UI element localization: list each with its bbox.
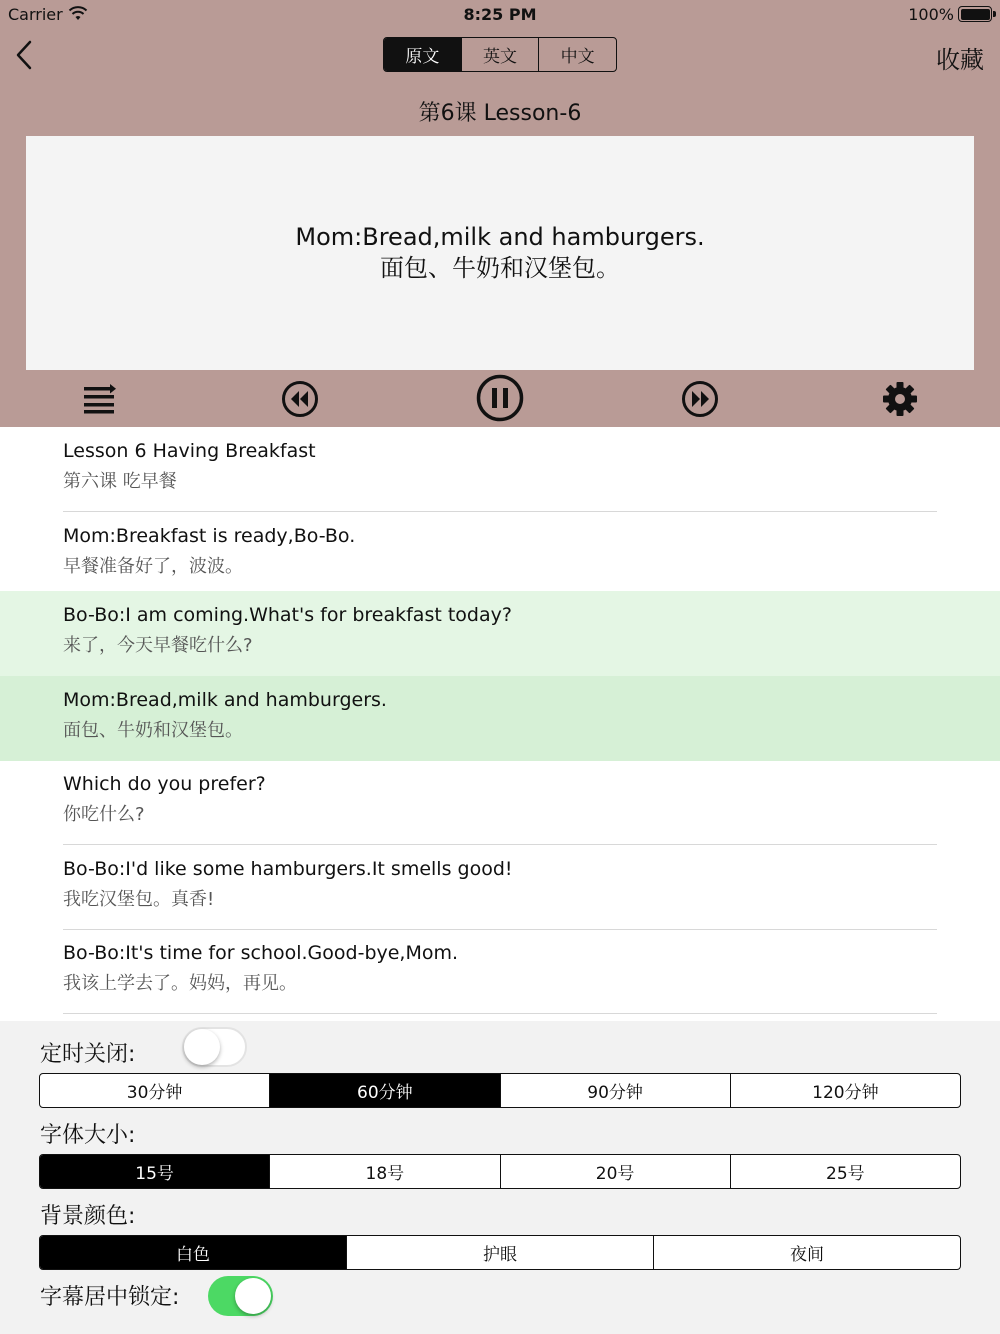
settings-panel — [0, 1021, 1000, 1334]
timer-option-30[interactable]: 30分钟 — [40, 1074, 270, 1107]
sentence-chinese: 你吃什么? — [63, 804, 145, 825]
timer-label: 定时关闭: — [40, 1042, 136, 1067]
list-item[interactable] — [0, 845, 1000, 930]
timer-option-60[interactable]: 60分钟 — [270, 1074, 500, 1107]
background-color-label: 背景颜色: — [40, 1204, 136, 1229]
sentence-chinese: 我该上学去了。妈妈，再见。 — [63, 973, 297, 994]
timer-option-120[interactable]: 120分钟 — [812, 1083, 879, 1103]
status-time: 8:25 PM — [463, 5, 537, 24]
battery-percent: 100% — [908, 5, 954, 24]
toggle-knob — [235, 1278, 271, 1314]
tab-original[interactable]: 原文 — [384, 38, 462, 71]
sentence-english: Mom:Bread,milk and hamburgers. — [63, 689, 387, 711]
list-item[interactable] — [0, 929, 1000, 1014]
sentence-chinese: 我吃汉堡包。真香! — [63, 889, 215, 910]
list-icon[interactable] — [82, 384, 118, 414]
subtitle-panel — [26, 136, 974, 370]
font-option-15[interactable]: 15号 — [40, 1155, 270, 1188]
bg-option-eye-care[interactable]: 护眼 — [347, 1236, 654, 1269]
timer-option-90[interactable]: 90分钟 — [501, 1074, 731, 1107]
fast-forward-icon[interactable] — [681, 380, 719, 418]
font-size-options — [39, 1154, 961, 1189]
subtitle-chinese: 面包、牛奶和汉堡包。 — [380, 254, 620, 282]
subtitle-english: Mom:Bread,milk and hamburgers. — [295, 223, 705, 251]
rewind-icon[interactable] — [281, 380, 319, 418]
favorite-button[interactable]: 收藏 — [936, 46, 984, 74]
background-color-options — [39, 1235, 961, 1270]
timer-toggle[interactable] — [182, 1027, 247, 1067]
subtitle-lock-toggle[interactable] — [208, 1276, 273, 1316]
sentence-chinese: 第六课 吃早餐 — [63, 471, 177, 492]
sentence-list — [0, 427, 1000, 1021]
font-option-18[interactable]: 18号 — [270, 1155, 500, 1188]
font-option-25[interactable]: 25号 — [826, 1164, 865, 1184]
bg-option-night[interactable]: 夜间 — [790, 1245, 824, 1265]
list-item[interactable] — [0, 591, 1000, 676]
sentence-english: Mom:Breakfast is ready,Bo-Bo. — [63, 525, 356, 547]
language-segmented-control — [383, 37, 617, 72]
playback-controls — [0, 370, 1000, 427]
sentence-english: Lesson 6 Having Breakfast — [63, 440, 316, 462]
battery-icon — [958, 6, 992, 22]
list-item-current[interactable] — [0, 676, 1000, 761]
sentence-english: Bo-Bo:I am coming.What's for breakfast today? — [63, 604, 512, 626]
sentence-chinese: 来了，今天早餐吃什么? — [63, 635, 253, 656]
font-option-20[interactable]: 20号 — [501, 1155, 731, 1188]
sentence-chinese: 早餐准备好了，波波。 — [63, 556, 243, 577]
carrier-label: Carrier — [8, 5, 63, 24]
row-divider — [63, 1013, 937, 1014]
back-chevron-icon[interactable] — [12, 38, 42, 72]
list-item[interactable] — [0, 427, 1000, 512]
bg-option-white[interactable]: 白色 — [40, 1236, 347, 1269]
list-item[interactable] — [0, 760, 1000, 845]
tab-chinese[interactable]: 中文 — [560, 47, 595, 67]
list-item[interactable] — [0, 512, 1000, 597]
subtitle-lock-label: 字幕居中锁定: — [40, 1285, 180, 1310]
player-header — [0, 0, 1000, 427]
timer-options — [39, 1073, 961, 1108]
toggle-knob — [184, 1029, 220, 1065]
lesson-title: 第6课 Lesson-6 — [418, 101, 582, 126]
tab-english[interactable]: 英文 — [462, 38, 540, 71]
status-bar — [0, 0, 1000, 28]
sentence-english: Bo-Bo:It's time for school.Good-bye,Mom. — [63, 942, 459, 964]
sentence-english: Which do you prefer? — [63, 773, 266, 795]
sentence-chinese: 面包、牛奶和汉堡包。 — [63, 720, 243, 741]
font-size-label: 字体大小: — [40, 1123, 136, 1148]
gear-icon[interactable] — [882, 381, 918, 417]
pause-icon[interactable] — [476, 374, 524, 422]
sentence-english: Bo-Bo:I'd like some hamburgers.It smells good! — [63, 858, 513, 880]
